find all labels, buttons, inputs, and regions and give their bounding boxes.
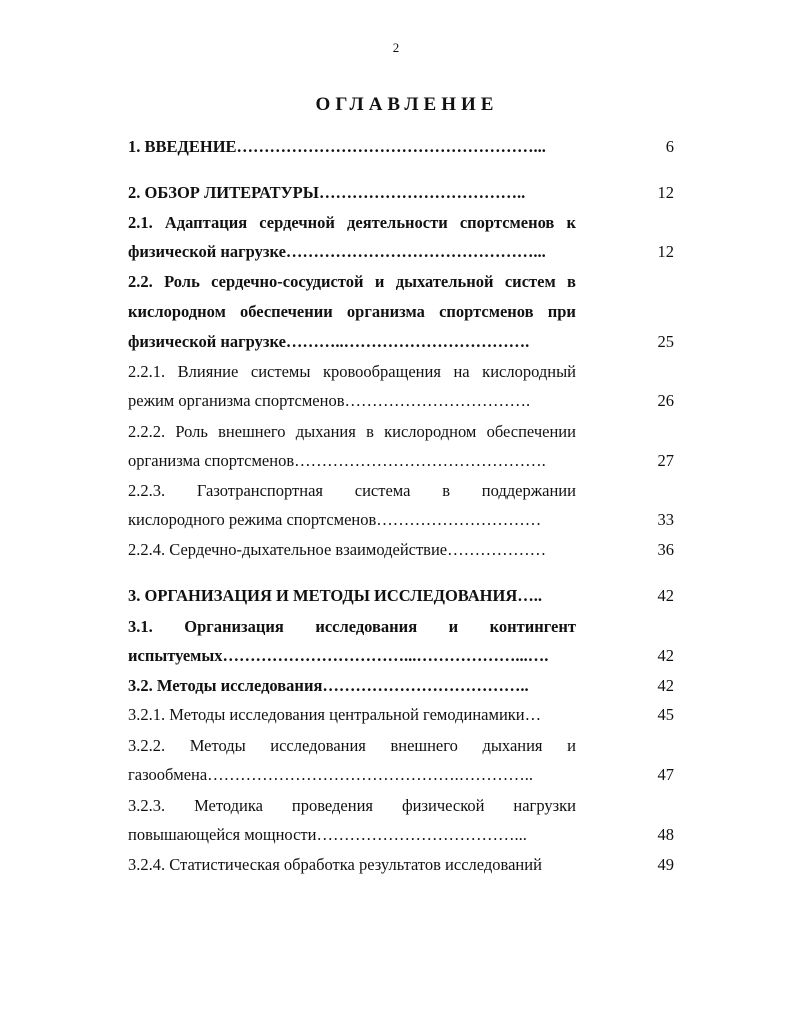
toc-entry-line: 3.2.4. Статистическая обработка результатов исследований: [128, 855, 542, 874]
toc-entry-line: физической нагрузке………………………………………...: [128, 242, 546, 261]
toc-entry-page: 42: [657, 676, 674, 695]
toc-entry-line: 3.1. Организация исследования и контингент: [128, 617, 576, 636]
toc-entry-line: 2.2. Роль сердечно-сосудистой и дыхательной систем в: [128, 272, 576, 291]
toc-entry-line: 3.2. Методы исследования………………………………..: [128, 676, 529, 695]
toc-entry-page: 48: [657, 825, 674, 844]
toc-entry-line: 3.2.1. Методы исследования центральной гемодинамики…: [128, 705, 542, 724]
page-number: 2: [392, 40, 400, 55]
toc-entry-line: 2.2.1. Влияние системы кровообращения на кислородный: [128, 362, 576, 381]
toc-entry-page: 12: [657, 183, 674, 202]
toc-entry-line: 2.2.4. Сердечно-дыхательное взаимодействие………………: [128, 540, 547, 559]
toc-entry-line: 2.2.3. Газотранспортная система в поддержании: [128, 481, 576, 500]
toc-entry-line: 2.1. Адаптация сердечной деятельности спортсменов к: [128, 213, 576, 232]
toc-entry-page: 27: [657, 451, 674, 470]
toc-entry-line: кислородном обеспечении организма спортсменов при: [128, 302, 576, 321]
toc-entry-page: 12: [657, 242, 674, 261]
toc-title: ОГЛАВЛЕНИЕ: [315, 94, 499, 115]
toc-entry-line: 3.2.3. Методика проведения физической нагрузки: [128, 796, 576, 815]
toc-entry-page: 47: [657, 765, 674, 784]
toc-entry-line: 2. ОБЗОР ЛИТЕРАТУРЫ………………………………..: [128, 183, 526, 202]
toc-entry-page: 25: [657, 332, 674, 351]
toc-entry-page: 26: [657, 391, 674, 410]
toc-entry-page: 42: [657, 586, 674, 605]
toc-entry-line: 3.2.2. Методы исследования внешнего дыхания и: [128, 736, 576, 755]
toc-entry-line: 1. ВВЕДЕНИЕ………………………………………………...: [128, 137, 546, 156]
toc-entry-page: 6: [665, 137, 674, 156]
toc-entry-page: 42: [657, 646, 674, 665]
toc-entry-line: 3. ОРГАНИЗАЦИЯ И МЕТОДЫ ИССЛЕДОВАНИЯ…..: [128, 586, 543, 605]
toc-entry-line: 2.2.2. Роль внешнего дыхания в кислородном обеспечении: [128, 422, 576, 441]
toc-entry-line: физической нагрузке………..…………………………….: [128, 332, 530, 351]
toc-entry-page: 33: [657, 510, 674, 529]
toc-entry-page: 36: [657, 540, 674, 559]
toc-entry-line: режим организма спортсменов…………………………….: [128, 391, 531, 410]
toc-entry-line: кислородного режима спортсменов…………………………: [128, 510, 542, 529]
toc-entry-line: повышающейся мощности………………………………...: [128, 825, 527, 844]
toc-entry-page: 49: [657, 855, 674, 874]
toc-entry-line: организма спортсменов……………………………………….: [128, 451, 546, 470]
toc-entry-page: 45: [657, 705, 674, 724]
toc-entry-line: испытуемых……………………………...………………...….: [128, 646, 549, 665]
toc-entry-line: газообмена……………………………………….…………..: [128, 765, 534, 784]
